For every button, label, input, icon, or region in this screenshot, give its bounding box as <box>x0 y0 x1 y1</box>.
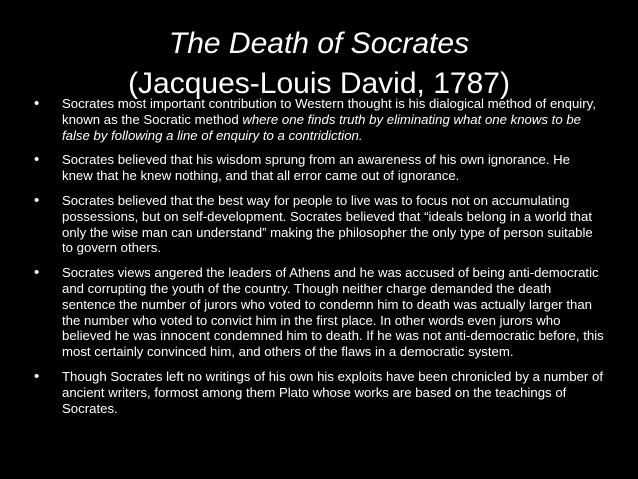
bullet-dot-icon: • <box>34 367 40 385</box>
bullet-item-5 <box>34 369 604 416</box>
bullet-text-2: Socrates believed that his wisdom sprung from an awareness of his own ignorance. He knew that he knew nothing, and that all error came out of ignorance. <box>62 152 570 184</box>
bullet-text-1-emphasis: where one finds truth by eliminating what one knows to be false by following a line of enquiry to a contridiction. <box>62 111 582 143</box>
slide-title <box>0 24 638 104</box>
bullet-item-4 <box>34 265 604 360</box>
bullet-dot-icon: • <box>34 264 40 282</box>
bullet-item-2 <box>34 152 604 184</box>
bullet-dot-icon: • <box>34 95 40 112</box>
bullet-text-1 <box>62 96 604 143</box>
bullet-dot-icon: • <box>34 151 40 169</box>
title-line-1: The Death of Socrates <box>168 27 470 60</box>
title-line-2: (Jacques-Louis David, 1787) <box>128 67 510 100</box>
bullet-list <box>34 96 604 425</box>
bullet-text-3: Socrates believed that the best way for people to live was to focus not on accumulating possessions, but on self-development. Socrates believed that “ideals belong in a world that only the wise man can understand” making the philosopher the only type of person suitable to govern others. <box>62 192 593 256</box>
bullet-dot-icon: • <box>34 191 40 209</box>
bullet-item-1 <box>34 96 604 143</box>
bullet-item-3 <box>34 193 604 256</box>
bullet-text-5: Though Socrates left no writings of his own his exploits have been chronicled by a number of ancient writers, formost among them Plato whose works are based on the teachings of Socrates. <box>62 368 603 416</box>
bullet-text-4: Socrates views angered the leaders of Athens and he was accused of being anti-democratic and corrupting the youth of the country. Though neither charge demanded the death sentence the number of jurors who voted to condemn him to death was actually larger than the number who voted to convict him in the first place. In other words even jurors who believed he was innocent condemned him to death. If he was not anti-democratic before, this most certainly convinced him, and others of the flaws in a democratic system. <box>62 265 604 360</box>
bullet-text-1-plain: Socrates most important contribution to Western thought is his dialogical method of enquiry, known as the Socratic method <box>62 96 596 127</box>
